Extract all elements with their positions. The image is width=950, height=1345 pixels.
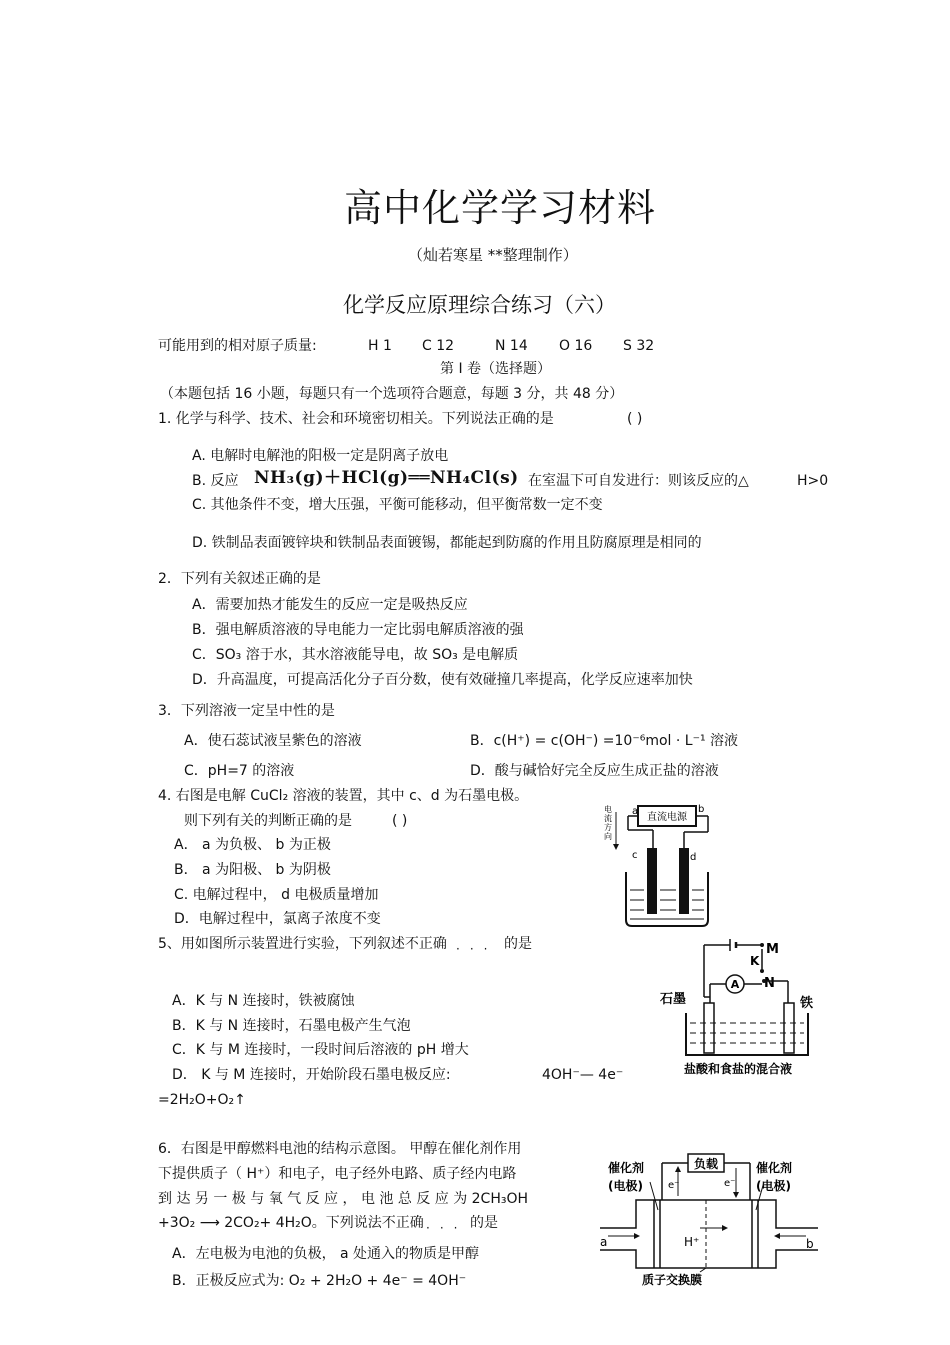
mass-s: S 32 [623, 338, 655, 354]
q1-option-b-text: 在室温下可自发进行：则该反应的△ [528, 473, 749, 489]
electrolysis-diagram [598, 800, 716, 930]
catalyst-right-label: 催化剂 [756, 1161, 793, 1175]
q5-option-c: C．K 与 M 连接时，一段时间后溶液的 pH 增大 [172, 1042, 469, 1058]
graphite-label: 石墨 [660, 992, 687, 1007]
electrode-d [679, 848, 689, 914]
switch-n: N [764, 976, 775, 991]
electron-right-label: e⁻ [724, 1178, 736, 1189]
q5-option-b: B．K 与 N 连接时，石墨电极产生气泡 [172, 1018, 411, 1034]
q6-option-b: B．正极反应式为: O₂ + 2H₂O + 4e⁻ = 4OH⁻ [172, 1273, 467, 1289]
cell-bottom [600, 1250, 818, 1268]
membrane-label: 质子交换膜 [642, 1273, 703, 1287]
q3-option-b: B．c(H⁺) = c(OH⁻) =10⁻⁶mol · L⁻¹ 溶液 [470, 733, 739, 749]
q3-option-d: D．酸与碱恰好完全反应生成正盐的溶液 [470, 763, 719, 779]
q5-stem: 5、用如图所示装置进行实验，下列叙述不正确 [158, 936, 447, 952]
q2-option-d: D．升高温度，可提高活化分子百分数，使有效碰撞几率提高，化学反应速率加快 [192, 672, 693, 688]
q5-option-d: D． K 与 M 连接时，开始阶段石墨电极反应: [172, 1067, 451, 1083]
q3-stem: 3．下列溶液一定呈中性的是 [158, 703, 335, 719]
q2-option-b: B．强电解质溶液的导电能力一定比弱电解质溶液的强 [192, 622, 524, 638]
load-label: 负载 [693, 1157, 719, 1171]
q5-stem-end: 的是 [504, 936, 532, 952]
q1-option-b-prefix: B. 反应 [192, 473, 239, 489]
mass-c: C 12 [422, 338, 455, 354]
q1-option-b-end: H>0 [797, 473, 829, 489]
electron-left-label: e⁻ [668, 1180, 680, 1191]
mass-h: H 1 [368, 338, 392, 354]
current-direction-label: 电流方向 [604, 805, 612, 841]
q4-option-c: C. 电解过程中， d 电极质量增加 [174, 887, 379, 903]
q1-option-a: A. 电解时电解池的阳极一定是阴离子放电 [192, 448, 449, 464]
q2-option-c: C．SO₃ 溶于水，其水溶液能导电，故 SO₃ 是电解质 [192, 647, 519, 663]
q1-option-c: C. 其他条件不变，增大压强，平衡可能移动，但平衡常数一定不变 [192, 497, 603, 513]
q6-line-4: +3O₂ ⟶ 2CO₂+ 4H₂O。下列说法不正确 [158, 1215, 424, 1231]
beaker [626, 872, 708, 926]
electrode-c-label: c [632, 850, 638, 861]
document-title: 高中化学学习材料 [344, 186, 657, 230]
q4-stem-2: 则下列有关的判断正确的是 [184, 813, 352, 829]
exercise-title: 化学反应原理综合练习（六） [343, 293, 616, 317]
q2-stem: 2．下列有关叙述正确的是 [158, 571, 321, 587]
emphasis-dots: ··· [456, 942, 498, 956]
graphite-electrode [704, 1003, 714, 1053]
q4-stem: 4. 右图是电解 CuCl₂ 溶液的装置，其中 c、d 为石墨电极。 [158, 788, 529, 804]
iron-label: 铁 [800, 996, 814, 1011]
fuel-cell-diagram [596, 1148, 822, 1290]
cell-top [600, 1200, 818, 1228]
section-instructions: （本题包括 16 小题，每题只有一个选项符合题意，每题 3 分，共 48 分） [160, 386, 624, 402]
atomic-masses-label: 可能用到的相对原子质量: [158, 338, 317, 354]
q5-option-d-equation: 4OH⁻— 4e⁻ [542, 1067, 624, 1083]
mass-o: O 16 [559, 338, 593, 354]
switch-m: M [766, 942, 779, 957]
power-supply-label: 直流电源 [647, 812, 687, 823]
q6-line-1: 6．右图是甲醇燃料电池的结构示意图。 甲醇在催化剂作用 [158, 1141, 522, 1157]
ammeter-label: A [730, 978, 740, 991]
q6-line-2: 下提供质子（ H⁺）和电子，电子经外电路、质子经内电路 [158, 1166, 517, 1182]
q1-option-b-equation: NH₃(g)＋HCl(g)══NH₄Cl(s) [254, 468, 519, 488]
q4-answer-paren: ( ) [392, 813, 408, 829]
q5-option-d-equation-2: =2H₂O+O₂↑ [158, 1092, 246, 1108]
solution-lines [630, 890, 704, 919]
iron-electrode [784, 1003, 794, 1053]
q2-option-a: A．需要加热才能发生的反应一定是吸热反应 [192, 597, 468, 613]
q4-option-b: B． a 为阳极、 b 为阴极 [174, 862, 331, 878]
document-subtitle: （灿若寒星 **整理制作） [408, 246, 578, 264]
q1-stem: 1. 化学与科学、技术、社会和环境密切相关。下列说法正确的是 [158, 411, 554, 427]
q6-option-a: A．左电极为电池的负极， a 处通入的物质是甲醇 [172, 1246, 480, 1262]
section-title: 第 I 卷（选择题） [440, 361, 552, 377]
proton-label: H⁺ [684, 1235, 700, 1249]
switch-k: K [750, 954, 760, 968]
q1-option-d: D. 铁制品表面镀锌块和铁制品表面镀锡，都能起到防腐的作用且防腐原理是相同的 [192, 535, 702, 551]
electrode-left-label: (电极) [608, 1179, 643, 1193]
emphasis-dots: ··· [426, 1221, 468, 1235]
q1-answer-paren: ( ) [627, 411, 643, 427]
mass-n: N 14 [495, 338, 528, 354]
terminal-a: a [632, 806, 639, 817]
q4-option-d: D．电解过程中，氯离子浓度不变 [174, 911, 381, 927]
q6-line-3: 到 达 另 一 极 与 氧 气 反 应 ， 电 池 总 反 应 为 2CH₃OH [158, 1191, 529, 1207]
catalyst-left-label: 催化剂 [608, 1161, 645, 1175]
inlet-a-label: a [600, 1235, 608, 1249]
q3-option-a: A．使石蕊试液呈紫色的溶液 [184, 733, 362, 749]
inlet-b-label: b [806, 1237, 814, 1251]
terminal-b: b [698, 804, 705, 815]
corrosion-diagram [658, 937, 822, 1079]
electrode-right-label: (电极) [756, 1179, 791, 1193]
solution-label: 盐酸和食盐的混合液 [684, 1062, 793, 1076]
electrode-d-label: d [690, 852, 697, 863]
q3-option-c: C．pH=7 的溶液 [184, 763, 295, 779]
q6-line-4-end: 的是 [470, 1215, 498, 1231]
electrode-c [647, 848, 657, 914]
q4-option-a: A． a 为负极、 b 为正极 [174, 837, 331, 853]
q5-option-a: A．K 与 N 连接时，铁被腐蚀 [172, 993, 355, 1009]
